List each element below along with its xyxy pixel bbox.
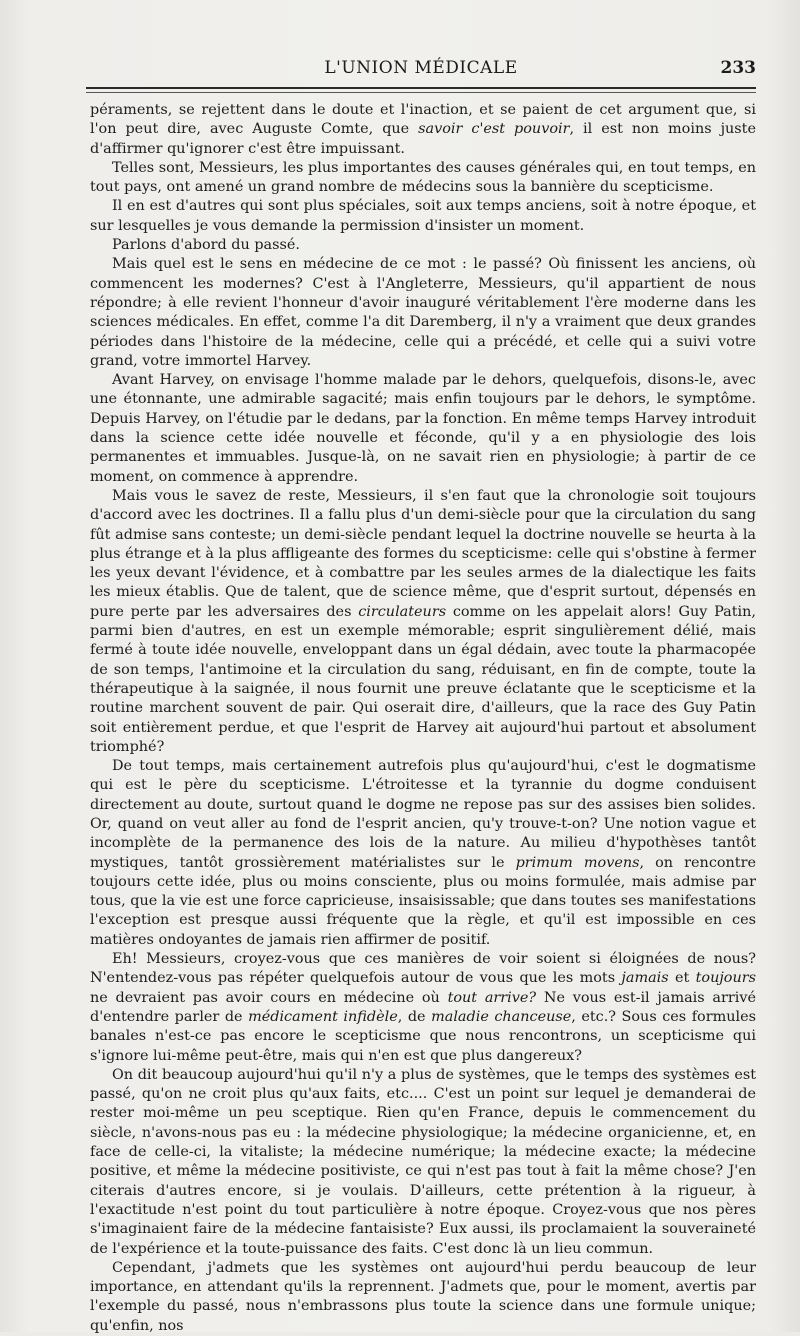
paragraph-p5 [90, 255, 756, 371]
paragraph-p7 [90, 487, 756, 757]
header-rule-thin [86, 92, 756, 93]
text-run: Ne vous est-il jamais arrivé d'entendre parler de [90, 989, 756, 1025]
paragraph-p9 [90, 950, 756, 1066]
italic-term: savoir c'est pouvoir [418, 121, 570, 138]
italic-term: maladie chanceuse [431, 1008, 572, 1025]
paragraph-p6 [90, 371, 756, 487]
text-run: De tout temps, mais certainement autrefois plus qu'aujourd'hui, c'est le dogmatisme qui est le père du scepticisme. L'étroitesse et la tyrannie du dogme conduisent directement au doute, surtout quand le dogme ne repose pas sur des assises bien solides. Or, quand on veut aller au fond de l'esprit ancien, qu'y trouve-t-on? Une notion vague et incomplète de la permanence des lois de la nature. Au milieu d'hypothèses tantôt mystiques, tantôt grossièrement matérialistes sur le [90, 758, 756, 871]
text-run: , etc.? Sous ces formules banales n'est-ce pas encore le scepticisme que nous rencontrons, un scepticisme qui s'ignore lui-même peut-être, mais qui n'en est que plus dangereux? [90, 1008, 756, 1064]
text-run: péraments, se rejettent dans le doute et l'inaction, et se paient de cet argument que, si l'on peut dire, avec Auguste Comte, que [90, 102, 756, 138]
text-run: Mais vous le savez de reste, Messieurs, il s'en faut que la chronologie soit toujours d'accord avec les doctrines. Il a fallu plus d'un demi-siècle pour que la circulation du sang fût admise sans conteste; un demi-siècle pendant lequel la doctrine nouvelle se heurta à la plus étrange et à la plus affligeante des formes du scepticisme: celle qui s'obstine à fermer les yeux devant l'évidence, et à combattre par les seules armes de la dialectique les faits les mieux établis. Que de talent, que de science même, que d'esprit surtout, dépensés en pure perte par les adversaires des [90, 487, 756, 620]
text-run: Parlons d'abord du passé. [112, 237, 300, 254]
page-number: 233 [720, 58, 756, 78]
text-run: Cependant, j'admets que les systèmes ont aujourd'hui perdu beaucoup de leur importance, en attendant qu'ils la reprennent. J'admets que, pour le moment, avertis par l'exemple du passé, nous n'embrassons plus toute la science dans une formule unique; qu'enfin, nos [90, 1259, 756, 1334]
italic-term: primum movens [515, 854, 640, 871]
running-title: L'UNION MÉDICALE [324, 58, 518, 78]
paragraph-p2 [90, 159, 756, 198]
text-run: , on rencontre toujours cette idée, plus ou moins consciente, plus ou moins formulée, mais admise par tous, que la vie est une force capricieuse, insaisissable; que dans toutes ses manifestations l'exception est presque aussi fréquente que la règle, et qu'il est impossible en ces matières ondoyantes de jamais rien affirmer de positif. [90, 854, 756, 948]
italic-term: médicament infidèle [248, 1008, 398, 1025]
paragraph-p10 [90, 1066, 756, 1259]
italic-term: tout arrive? [447, 989, 537, 1006]
paragraph-p3 [90, 197, 756, 236]
text-run: Telles sont, Messieurs, les plus importantes des causes générales qui, en tout temps, en tout pays, ont amené un grand nombre de médecins sous la bannière du scepticisme. [90, 159, 756, 196]
italic-term: toujours [695, 970, 756, 987]
text-run: Eh! Messieurs, croyez-vous que ces manières de voir soient si éloignées de nous? N'entendez-vous pas répéter quelquefois autour de vous que les mots [90, 951, 756, 987]
paragraph-p4 [90, 236, 756, 255]
italic-term: circulateurs [358, 603, 447, 620]
text-run: , de [397, 1008, 432, 1025]
header-rule-thick [86, 87, 756, 89]
page-header [86, 58, 756, 86]
text-run: ne devraient pas avoir cours en médecine où [90, 989, 448, 1006]
body-text [90, 101, 756, 1336]
text-run: , il est non moins juste d'affirmer qu'ignorer c'est être impuissant. [90, 121, 756, 157]
paragraph-p1 [90, 101, 756, 159]
text-run: Mais quel est le sens en médecine de ce mot : le passé? Où finissent les anciens, où commencent les modernes? C'est à l'Angleterre, Messieurs, qu'il appartient de nous répondre; à elle revient l'honneur d'avoir inauguré véritablement l'ère moderne dans les sciences médicales. En effet, comme l'a dit Daremberg, il n'y a vraiment que deux grandes périodes dans l'histoire de la médecine, celle qui a précédé, et celle qui a suivi votre grand, votre immortel Harvey. [90, 256, 756, 369]
text-run: Il en est d'autres qui sont plus spéciales, soit aux temps anciens, soit à notre époque, et sur lesquelles je vous demande la permission d'insister un moment. [90, 198, 756, 234]
text-run: et [668, 970, 696, 987]
text-run: comme on les appelait alors! Guy Patin, parmi bien d'autres, en est un exemple mémorable; esprit singulièrement délié, mais fermé à toute idée nouvelle, enveloppant dans un égal dédain, avec toute la pharmacopée de son temps, l'antimoine et la circulation du sang, réduisant, en fin de compte, toute la thérapeutique à la saignée, il nous fournit une preuve éclatante que le scepticisme et la routine marchent souvent de pair. Qui oserait dire, d'ailleurs, que la race des Guy Patin soit entièrement perdue, et que l'esprit de Harvey ait aujourd'hui partout et absolument triomphé? [90, 603, 756, 755]
paragraph-p11 [90, 1259, 756, 1336]
text-run: Avant Harvey, on envisage l'homme malade par le dehors, quelquefois, disons-le, avec une étonnante, une admirable sagacité; mais enfin toujours par le dehors, le symptôme. Depuis Harvey, on l'étudie par le dedans, par la fonction. En même temps Harvey introduit dans la science cette idée nouvelle et féconde, qu'il y a en physiologie des lois permanentes et immuables. Jusque-là, on ne savait rien en physiologie; à partir de ce moment, on commence à apprendre. [90, 372, 756, 485]
italic-term: jamais [621, 970, 669, 987]
paragraph-p8 [90, 757, 756, 950]
text-run: On dit beaucoup aujourd'hui qu'il n'y a plus de systèmes, que le temps des systèmes est passé, qu'on ne croit plus qu'aux faits, etc.... C'est un point sur lequel je demanderai de rester moi-même un peu sceptique. Rien qu'en France, depuis le commencement du siècle, n'avons-nous pas eu : la médecine physiologique; la médecine organicienne, et, en face de celle-ci, la vitaliste; la médecine numérique; la médecine exacte; la médecine positive, et même la médecine positiviste, ce qui n'est pas tout à fait la même chose? J'en citerais d'autres encore, si je voulais. D'ailleurs, cette prétention à la rigueur, à l'exactitude n'est point du tout particulière à notre époque. Croyez-vous que nos pères s'imaginaient faire de la médecine fantaisiste? Eux aussi, ils proclamaient la souveraineté de l'expérience et la toute-puissance des faits. C'est donc là un lieu commun. [90, 1066, 756, 1257]
